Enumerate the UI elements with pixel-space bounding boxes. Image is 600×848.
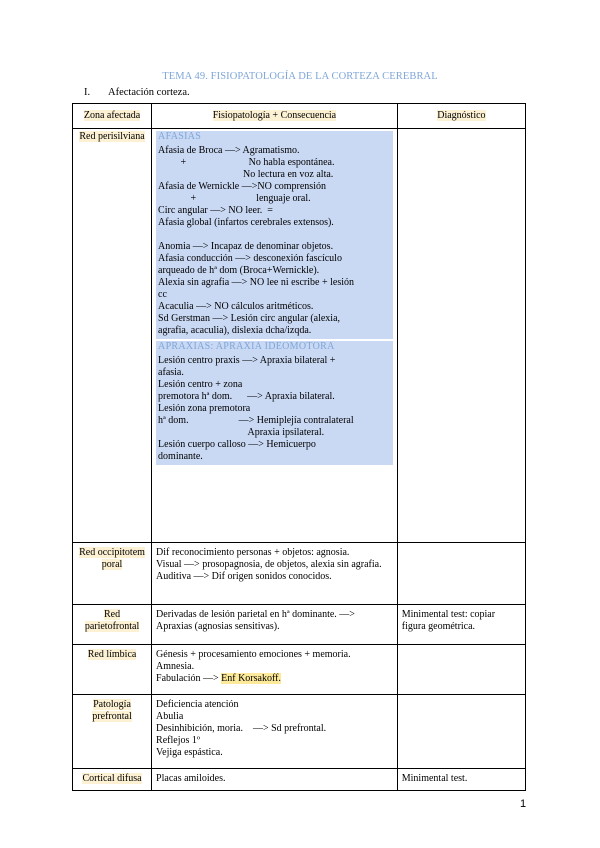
physiopathology-cell — [152, 695, 398, 769]
diagnosis-cell: Minimental test: copiar figura geométrica. — [397, 605, 525, 645]
afasias-heading: AFASIAS — [158, 131, 202, 142]
apraxias-line: Lesión centro + zona — [158, 379, 243, 390]
header-fisiopatologia: Fisiopatología + Consecuencia — [152, 104, 398, 129]
afasias-line: Acaculia —> NO cálculos aritméticos. — [158, 301, 314, 312]
header-diagnostico: Diagnóstico — [397, 104, 525, 129]
text-line: Deficiencia atención — [156, 699, 239, 710]
table-row — [73, 129, 526, 543]
afasias-line: Afasia de Broca —> Agramatismo. — [158, 145, 300, 156]
zone-cell — [73, 543, 152, 605]
afasias-line: Alexia sin agrafia —> NO lee ni escribe + lesión — [158, 277, 354, 288]
header-zona: Zona afectada — [73, 104, 152, 129]
afasias-line: + lenguaje oral. — [158, 193, 311, 204]
apraxias-line: Lesión cuerpo calloso —> Hemicuerpo — [158, 439, 316, 450]
zone-cell — [73, 645, 152, 695]
zone-label: Red parietofrontal — [84, 609, 140, 632]
apraxias-list — [158, 353, 391, 463]
apraxias-line: afasia. — [158, 367, 184, 378]
afasias-line: No lectura en voz alta. — [158, 169, 334, 180]
table-header-row — [73, 104, 526, 129]
apraxias-line: Lesión centro praxis —> Apraxia bilateral + — [158, 355, 336, 366]
fabulacion-prefix: Fabulación —> — [156, 673, 222, 684]
page-title: TEMA 49. FISIOPATOLOGÍA DE LA CORTEZA CEREBRAL — [162, 71, 438, 82]
apraxias-line: Apraxia ipsilateral. — [158, 427, 325, 438]
text-line: Auditiva —> Dif origen sonidos conocidos. — [156, 571, 332, 582]
zone-cell — [73, 129, 152, 543]
diagnosis-cell — [397, 645, 525, 695]
zone-label: Red occipitotemporal — [79, 547, 145, 570]
zone-label: Patología prefrontal — [92, 699, 132, 722]
afasias-line — [158, 229, 391, 241]
section-heading — [84, 87, 190, 98]
afasias-line: Sd Gerstman —> Lesión circ angular (alexia, — [158, 313, 341, 324]
physiopathology-cell — [152, 769, 398, 791]
afasias-line: Afasia de Wernickle —>NO comprensión — [158, 181, 326, 192]
physiopathology-cell — [152, 129, 398, 543]
text-line: Apraxias (agnosias sensitivas). — [156, 621, 280, 632]
apraxias-heading: APRAXIAS: APRAXIA IDEOMOTORA — [158, 341, 335, 352]
page-number: 1 — [520, 798, 527, 810]
diagnosis-cell: Minimental test. — [397, 769, 525, 791]
afasias-line: cc — [158, 289, 167, 300]
zone-cell — [73, 605, 152, 645]
afasias-box — [156, 131, 393, 339]
text-line: Derivadas de lesión parietal en hª dominante. —> — [156, 609, 355, 620]
apraxias-line: premotora hª dom. —> Apraxia bilateral. — [158, 391, 335, 402]
text-line: Visual —> prosopagnosia, de objetos, alexia sin agrafia. — [156, 559, 382, 570]
text-line: Placas amiloides. — [156, 773, 226, 784]
section-number: I. — [84, 87, 91, 98]
table-row — [73, 695, 526, 769]
diagnosis-cell — [397, 129, 525, 543]
apraxias-line: hª dom. —> Hemiplejía contralateral — [158, 415, 354, 426]
text-line: Amnesia. — [156, 661, 195, 672]
zone-cell — [73, 695, 152, 769]
apraxias-line: Lesión zona premotora — [158, 403, 251, 414]
table-row — [73, 769, 526, 791]
zone-label: Red límbica — [87, 649, 137, 660]
afasias-line: Circ angular —> NO leer. = — [158, 205, 273, 216]
afasias-list — [158, 143, 391, 337]
text-line: Vejiga espástica. — [156, 747, 223, 758]
physiopathology-cell — [152, 605, 398, 645]
section-label: Afectación corteza. — [108, 87, 190, 98]
text-line: Desinhibición, moria. —> Sd prefrontal. — [156, 723, 327, 734]
afasias-line: Afasia conducción —> desconexión fascículo — [158, 253, 342, 264]
apraxias-box — [156, 341, 393, 465]
text-line: Reflejos 1º — [156, 735, 200, 746]
afasias-line: Afasia global (infartos cerebrales extensos). — [158, 217, 334, 228]
afasias-line: arqueado de hª dom (Broca+Wernickle). — [158, 265, 320, 276]
afasias-line: Anomia —> Incapaz de denominar objetos. — [158, 241, 334, 252]
afasias-line: + No habla espontánea. — [158, 157, 335, 168]
zone-cell — [73, 769, 152, 791]
pathology-table — [72, 103, 526, 791]
table-row — [73, 645, 526, 695]
korsakoff-highlight: Enf Korsakoff. — [221, 673, 281, 684]
afasias-line: agrafia, acaculia), dislexia dcha/izqda. — [158, 325, 312, 336]
diagnosis-cell — [397, 695, 525, 769]
text-line — [156, 673, 393, 685]
diagnosis-cell — [397, 543, 525, 605]
zone-label: Cortical difusa — [82, 773, 142, 784]
text-line: Dif reconocimiento personas + objetos: agnosia. — [156, 547, 350, 558]
zone-label: Red perisilviana — [79, 131, 145, 142]
text-line: Abulia — [156, 711, 184, 722]
text-line: Génesis + procesamiento emociones + memoria. — [156, 649, 351, 660]
physiopathology-cell — [152, 543, 398, 605]
apraxias-line: dominante. — [158, 451, 203, 462]
physiopathology-cell — [152, 645, 398, 695]
table-row — [73, 605, 526, 645]
table-row — [73, 543, 526, 605]
